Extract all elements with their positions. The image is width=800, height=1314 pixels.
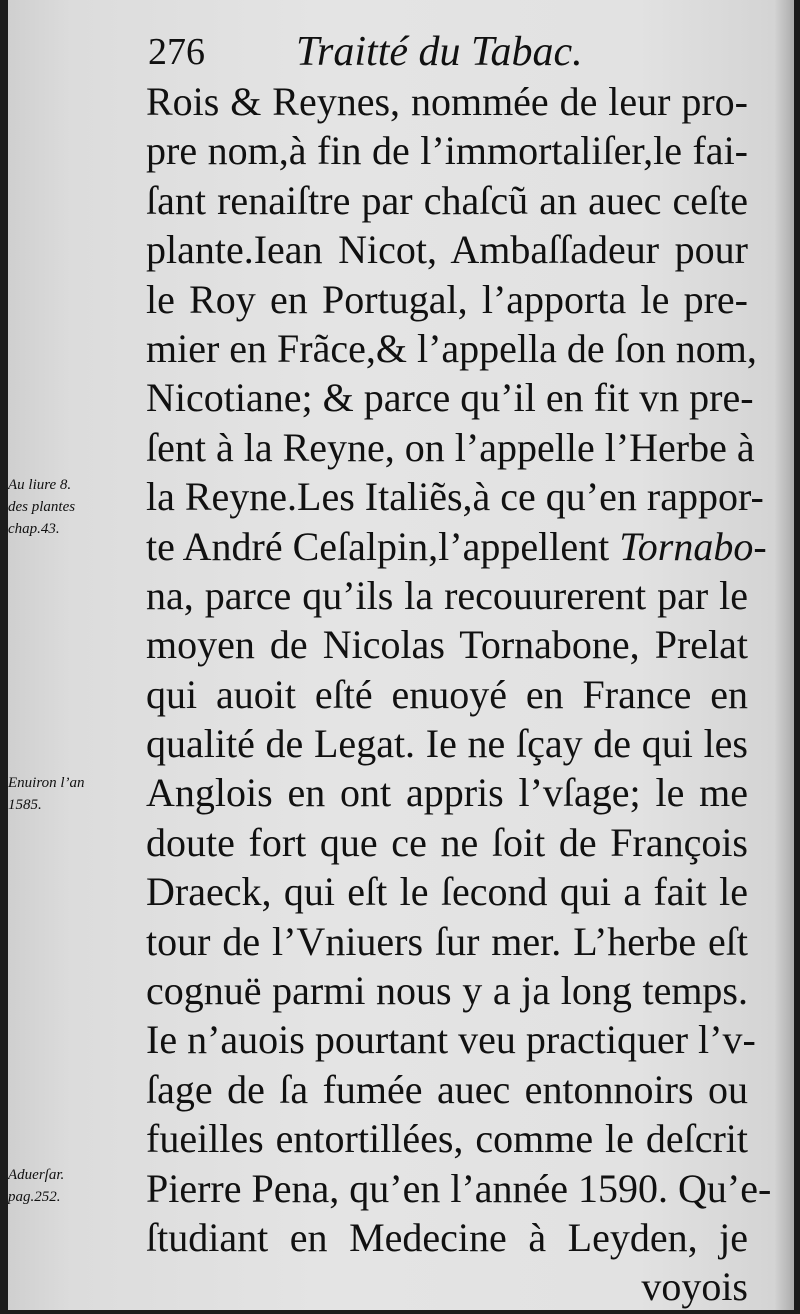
text-line: qualité de Legat. Ie ne ſçay de qui les xyxy=(146,721,748,767)
line-gap xyxy=(609,524,619,569)
margin-note-aduersar xyxy=(8,1164,132,1208)
text-line: Nicotiane; & parce qu’il en fit vn pre- xyxy=(146,375,754,421)
text-line: fueilles entortillées, comme le deſcrit xyxy=(146,1116,748,1162)
text-line: Rois & Reynes, nommée de leur pro- xyxy=(146,79,748,124)
margin-note-line: pag.252. xyxy=(8,1189,61,1205)
italic-name: Tornabo- xyxy=(619,523,767,569)
book-page xyxy=(8,0,794,1310)
text-line: mier en Frãce,& l’appella de ſon nom, xyxy=(146,325,757,371)
margin-note-line: Enuiron l’an xyxy=(8,775,85,791)
margin-note-plantes xyxy=(8,474,132,540)
text-line: qui auoit eſté enuoyé en France en xyxy=(146,671,748,717)
margin-note-line: chap.43. xyxy=(8,521,60,537)
text-line: Draeck, qui eſt le ſecond qui a fait le xyxy=(146,869,748,915)
text-line: la Reyne.Les Italiẽs,à ce qu’en rappor- xyxy=(146,474,764,520)
page-header xyxy=(148,22,748,82)
text-line: doute fort que ce ne ſoit de François xyxy=(146,819,748,865)
margin-note-line: Aduerſar. xyxy=(8,1167,65,1183)
text-line: ſent à la Reyne, on l’appelle l’Herbe à xyxy=(146,424,755,470)
text-line: Pierre Pena, qu’en l’année 1590. Qu’e- xyxy=(146,1165,772,1211)
text-line: ſage de ſa fumée auec entonnoirs ou xyxy=(146,1066,748,1112)
text-line: na, parce qu’ils la recouurerent par le xyxy=(146,572,748,618)
line-text: te André Ceſalpin,l’appellent xyxy=(146,523,610,569)
text-line: tour de l’Vniuers ſur mer. L’herbe eſt xyxy=(146,918,748,964)
margin-note-line: 1585. xyxy=(8,797,42,813)
margin-note-line: des plantes xyxy=(8,499,76,515)
margin-note-line: Au liure 8. xyxy=(8,477,72,493)
running-title: Traitté du Tabac. xyxy=(296,29,583,75)
body-text xyxy=(146,77,772,1310)
text-line: Anglois en ont appris l’vſage; le me xyxy=(146,770,748,816)
text-line-with-italic xyxy=(146,522,767,571)
text-line: pre nom,à fin de l’immortaliſer,le fai- xyxy=(146,128,748,174)
text-line: Ie n’auois pourtant veu practiquer l’v- xyxy=(146,1017,756,1063)
text-line: ſtudiant en Medecine à Leyden, je xyxy=(146,1214,748,1260)
margin-note-date xyxy=(8,772,132,816)
text-line: plante.Iean Nicot, Ambaſſadeur pour xyxy=(146,227,748,273)
text-line: ſant renaiſtre par chaſcũ an auec ceſte xyxy=(146,177,748,223)
page-number: 276 xyxy=(148,31,205,73)
catchword: voyois xyxy=(641,1264,748,1310)
page-edge-shadow xyxy=(774,0,794,1310)
text-line: cognuë parmi nous y a ja long temps. xyxy=(146,968,748,1014)
text-line: moyen de Nicolas Tornabone, Prelat xyxy=(146,622,748,668)
text-line: le Roy en Portugal, l’apporta le pre- xyxy=(146,276,748,322)
